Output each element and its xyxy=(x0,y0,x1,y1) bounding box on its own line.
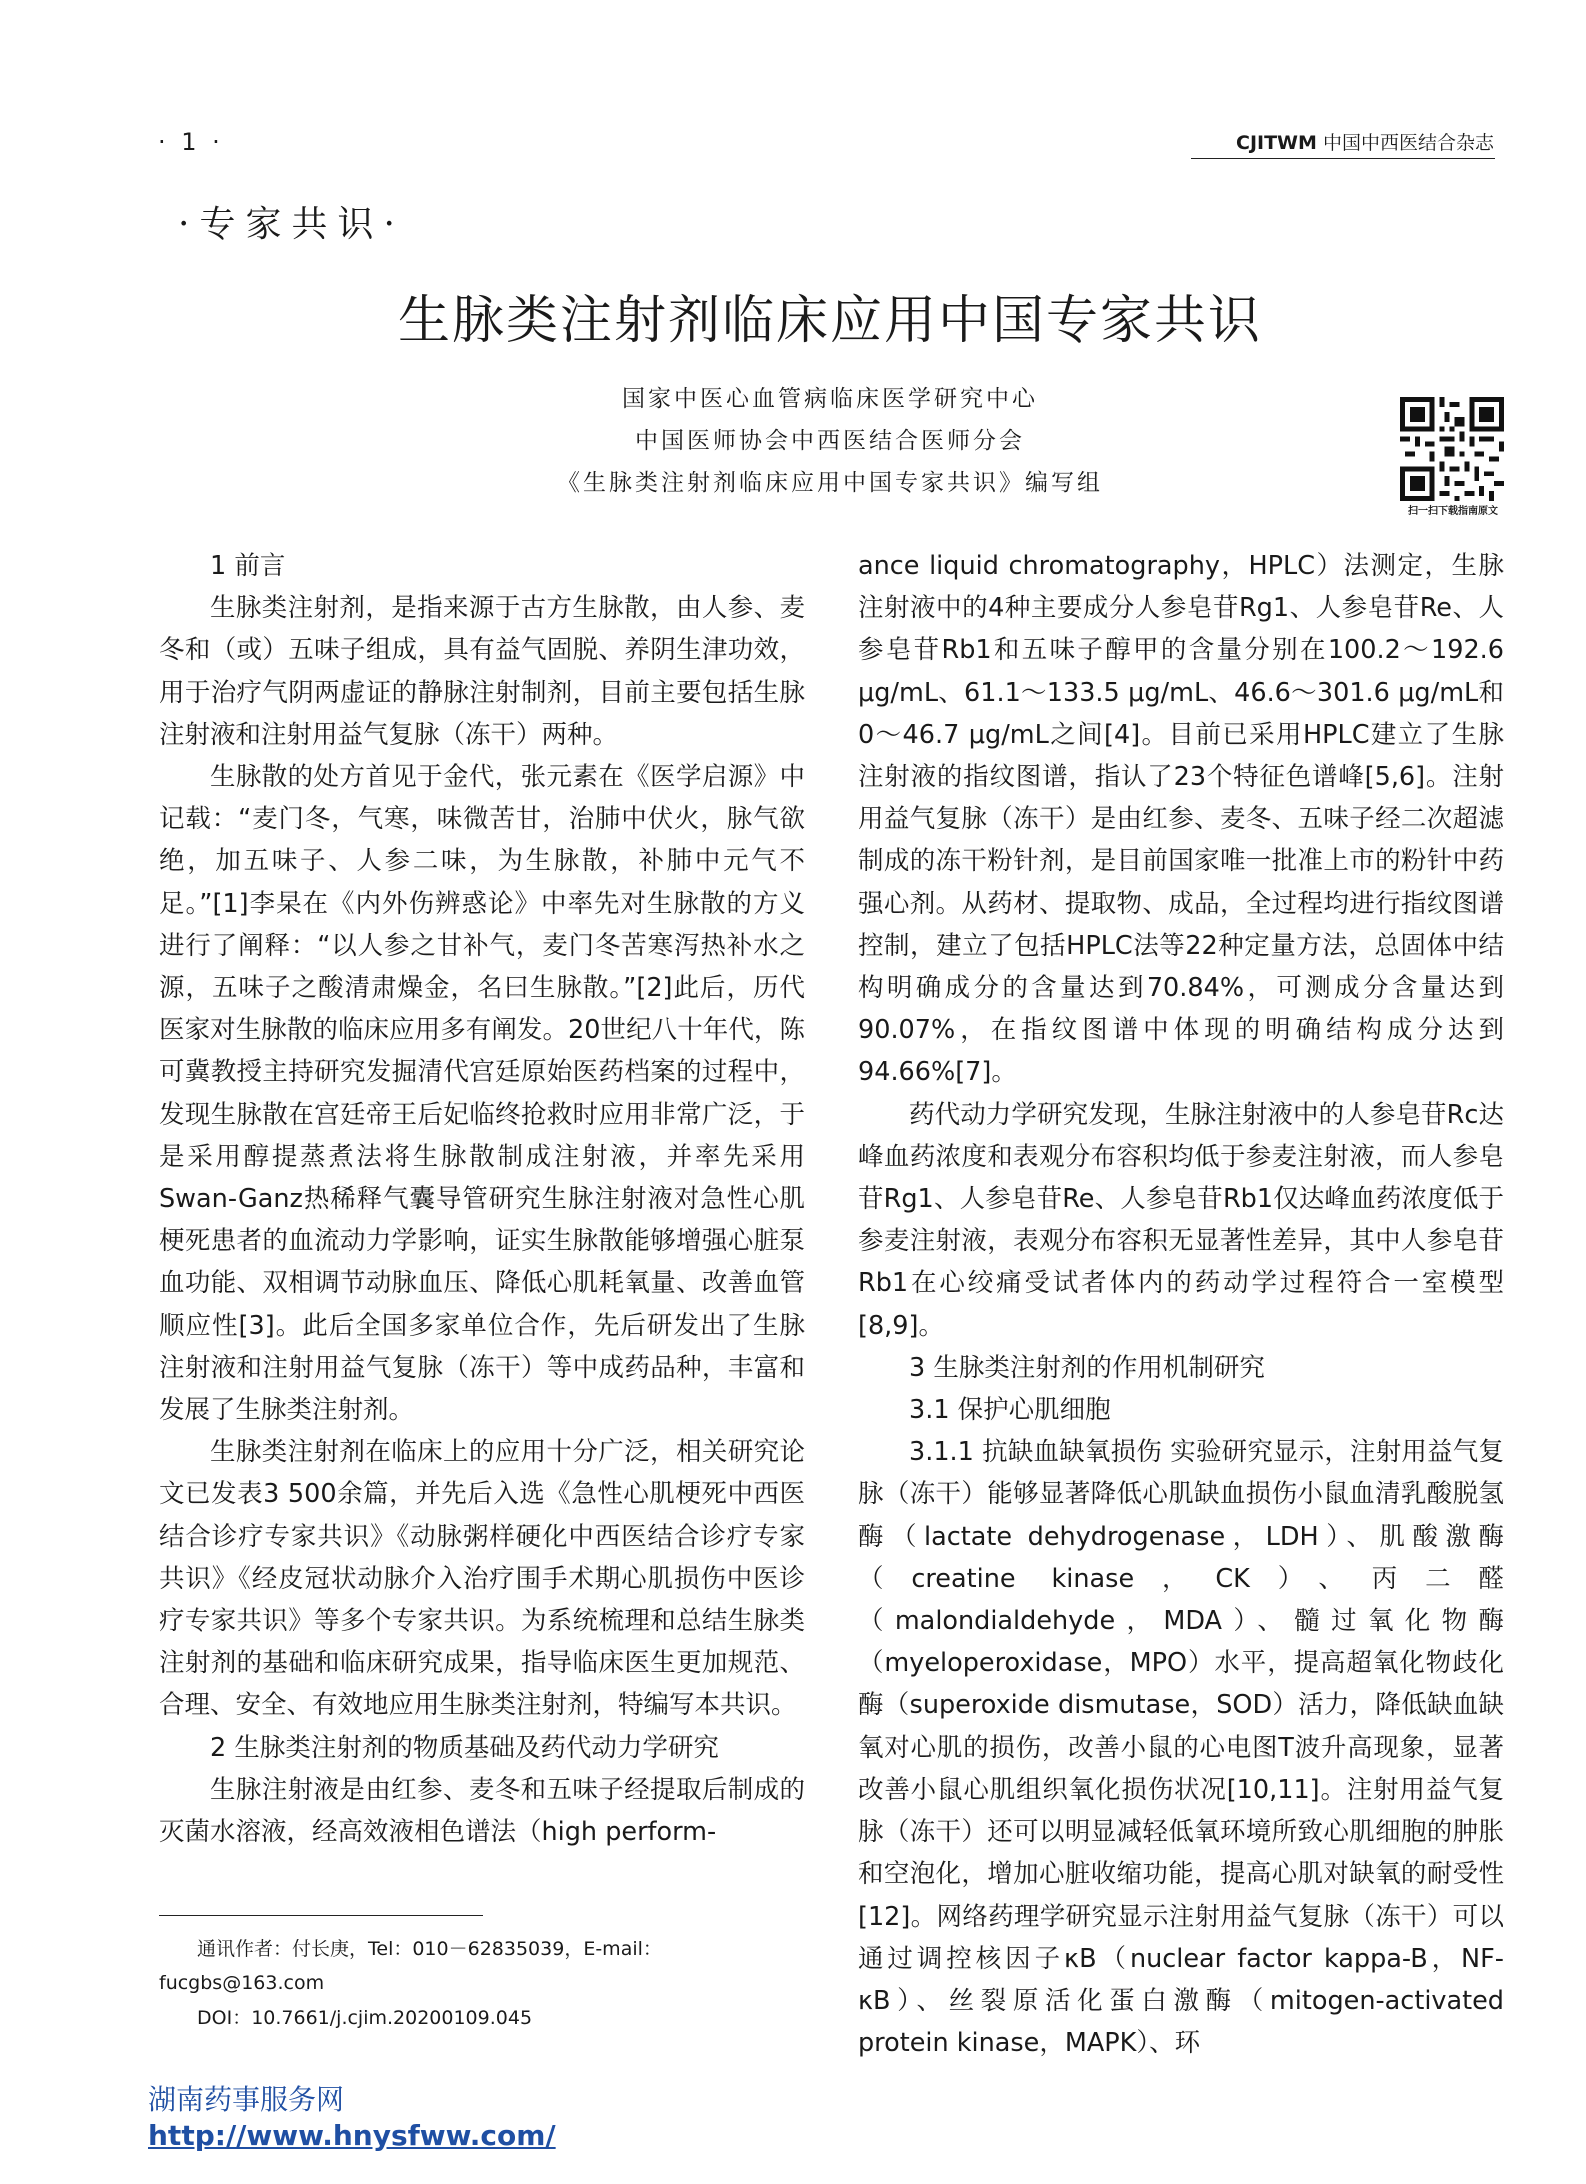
right-column xyxy=(858,545,1504,2064)
body-paragraph: 生脉注射液是由红参、麦冬和五味子经提取后制成的灭菌水溶液，经高效液相色谱法（high perform- xyxy=(159,1774,805,1848)
section-label: ·专家共识· xyxy=(178,204,405,245)
affiliation-line: 国家中医心血管病临床医学研究中心 xyxy=(622,386,1038,412)
qr-code-icon[interactable] xyxy=(1400,397,1504,501)
watermark-site-name: 湖南药事服务网 xyxy=(148,2083,345,2116)
body-paragraph: 生脉类注射剂，是指来源于古方生脉散，由人参、麦冬和（或）五味子组成，具有益气固脱、养阴生津功效，用于治疗气阴两虚证的静脉注射制剂，目前主要包括生脉注射液和注射用益气复脉（冻干）两种。 xyxy=(159,593,805,750)
body-paragraph: 3.1.1 抗缺血缺氧损伤 实验研究显示，注射用益气复脉（冻干）能够显著降低心肌缺血损伤小鼠血清乳酸脱氢酶（lactate dehydrogenase，LDH）、肌酸激酶（creatine kinase，CK）、丙二醛（malondialdehyde，MDA）、髓过氧化物酶（myeloperoxidase，MPO）水平，提高超氧化物歧化酶（superoxide dismutase，SOD）活力，降低缺血缺氧对心肌的损伤，改善小鼠的心电图T波升高现象，显著改善小鼠心肌组织氧化损伤状况[10,11]。注射用益气复脉（冻干）还可以明显减轻低氧环境所致心肌细胞的肿胀和空泡化，增加心脏收缩功能，提高心肌对缺氧的耐受性[12]。网络药理学研究显示注射用益气复脉（冻干）可以通过调控核因子κB（nuclear factor kappa-B，NF-κB）、丝裂原活化蛋白激酶（mitogen-activated protein kinase，MAPK）、环 xyxy=(858,1437,1504,2059)
journal-header xyxy=(1236,128,1494,155)
body-paragraph: 生脉散的处方首见于金代，张元素在《医学启源》中记载：“麦门冬，气寒，味微苦甘，治肺中伏火，脉气欲绝，加五味子、人参二味，为生脉散，补肺中元气不足。”[1]李杲在《内外伤辨惑论》中率先对生脉散的方义进行了阐释：“以人参之甘补气，麦门冬苦寒泻热补水之源，五味子之酸清肃燥金，名曰生脉散。”[2]此后，历代医家对生脉散的临床应用多有阐发。20世纪八十年代，陈可冀教授主持研究发掘清代宫廷原始医药档案的过程中，发现生脉散在宫廷帝王后妃临终抢救时应用非常广泛，于是采用醇提蒸煮法将生脉散制成注射液，并率先采用Swan-Ganz热稀释气囊导管研究生脉注射液对急性心肌梗死患者的血流动力学影响，证实生脉散能够增强心脏泵血功能、双相调节动脉血压、降低心肌耗氧量、改善血管顺应性[3]。此后全国多家单位合作，先后研发出了生脉注射液和注射用益气复脉（冻干）等中成药品种，丰富和发展了生脉类注射剂。 xyxy=(159,762,805,1426)
section-heading: 1 前言 xyxy=(210,551,286,581)
footnote-rule xyxy=(159,1915,483,1916)
left-column xyxy=(159,545,805,1853)
section-heading: 2 生脉类注射剂的物质基础及药代动力学研究 xyxy=(210,1732,719,1763)
corresponding-author-note: 通讯作者：付长庚，Tel：010－62835039，E-mail：fucgbs@163.com xyxy=(159,1938,662,1994)
affiliation-line: 中国医师协会中西医结合医师分会 xyxy=(635,428,1025,454)
affiliation-line: 《生脉类注射剂临床应用中国专家共识》编写组 xyxy=(557,470,1103,496)
qr-caption: 扫一扫下载指南原文 xyxy=(1408,506,1498,517)
journal-name: 中国中西医结合杂志 xyxy=(1322,132,1494,154)
body-paragraph: 药代动力学研究发现，生脉注射液中的人参皂苷Rc达峰血药浓度和表观分布容积均低于参麦注射液，而人参皂苷Rg1、人参皂苷Re、人参皂苷Rb1仅达峰血药浓度低于参麦注射液，表观分布容积无显著性差异，其中人参皂苷Rb1在心绞痛受试者体内的药动学过程符合一室模型[8,9]。 xyxy=(858,1099,1504,1341)
journal-abbr: CJITWM xyxy=(1236,132,1317,154)
body-paragraph: 生脉类注射剂在临床上的应用十分广泛，相关研究论文已发表3 500余篇，并先后入选《急性心肌梗死中西医结合诊疗专家共识》《动脉粥样硬化中西医结合诊疗专家共识》《经皮冠状动脉介入治疗围手术期心肌损伤中医诊疗专家共识》等多个专家共识。为系统梳理和总结生脉类注射剂的基础和临床研究成果，指导临床医生更加规范、合理、安全、有效地应用生脉类注射剂，特编写本共识。 xyxy=(159,1437,805,1721)
section-heading: 3 生脉类注射剂的作用机制研究 xyxy=(909,1352,1265,1383)
page-number: · 1 · xyxy=(158,128,224,156)
watermark-url-link[interactable]: http://www.hnysfww.com/ xyxy=(148,2119,556,2152)
doi-note: DOI：10.7661/j.cjim.20200109.045 xyxy=(197,2007,533,2029)
header-rule xyxy=(1191,158,1495,159)
subsection-heading: 3.1 保护心肌细胞 xyxy=(909,1395,1111,1426)
paper-title: 生脉类注射剂临床应用中国专家共识 xyxy=(397,291,1262,351)
body-paragraph-continued: ance liquid chromatography，HPLC）法测定，生脉注射液中的4种主要成分人参皂苷Rg1、人参皂苷Re、人参皂苷Rb1和五味子醇甲的含量分别在100.2～192.6 μg/mL、61.1～133.5 μg/mL、46.6～301.6 μg/mL和0～46.7 μg/mL之间[4]。目前已采用HPLC建立了生脉注射液的指纹图谱，指认了23个特征色谱峰[5,6]。注射用益气复脉（冻干）是由红参、麦冬、五味子经二次超滤制成的冻干粉针剂，是目前国家唯一批准上市的粉针中药强心剂。从药材、提取物、成品，全过程均进行指纹图谱控制，建立了包括HPLC法等22种定量方法，总固体中结构明确成分的含量达到70.84%，可测成分含量达到90.07%，在指纹图谱中体现的明确结构成分达到94.66%[7]。 xyxy=(858,551,1504,1088)
